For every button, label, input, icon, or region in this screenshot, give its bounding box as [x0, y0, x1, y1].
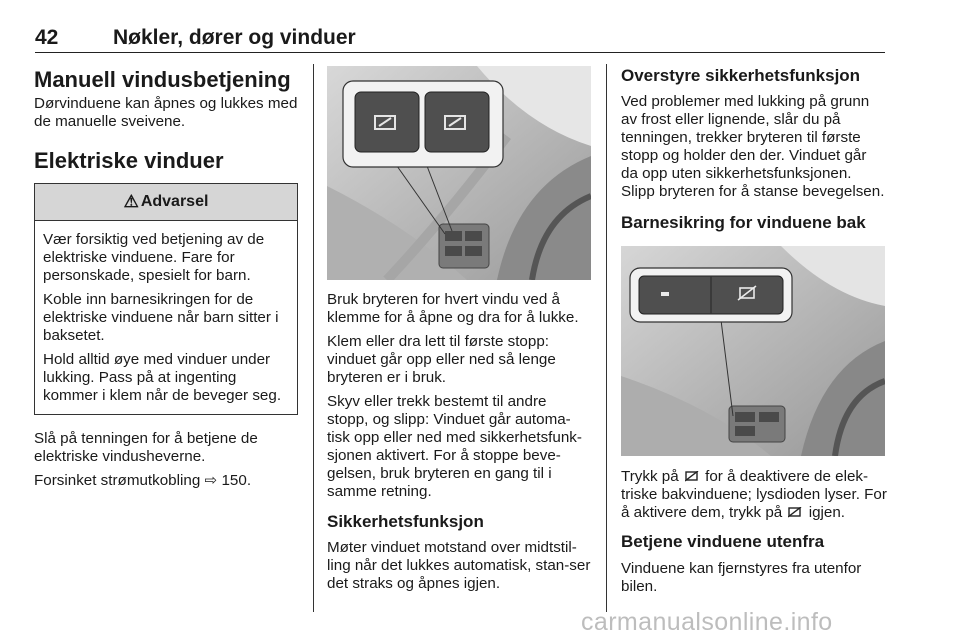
- paragraph-firm-press: Skyv eller trekk bestemt til andre stopp, og slipp: Vinduet går automa-tisk opp eller ned med sikkerhetsfunk-sjonen aktivert. For å stoppe beve-gelsen, bruk bryteren en gang til i samme retning.: [327, 393, 582, 500]
- text-fragment: igjen.: [808, 504, 846, 521]
- text-fragment: Trykk på: [621, 468, 679, 485]
- warning-box: [34, 183, 298, 415]
- heading-manual-windows: Manuell vindusbetjening: [34, 67, 291, 92]
- paragraph-switch: Bruk bryteren for hvert vindu ved å klemme for å åpne og dra for å lukke.: [327, 291, 579, 326]
- heading-override: Overstyre sikkerhetsfunksjon: [621, 66, 861, 85]
- page-ref-arrow-icon: ⇨: [204, 472, 218, 489]
- heading-remote: Betjene vinduene utenfra: [621, 532, 825, 551]
- page-header: [35, 26, 885, 53]
- text-fragment: for å deaktivere de elek-triske bakvinduene; lysdioden lyser.: [621, 468, 869, 503]
- paragraph-child-lock: [621, 468, 887, 522]
- column-divider: [606, 64, 607, 612]
- warning-body: [35, 221, 297, 414]
- warning-paragraph: Hold alltid øye med vinduer under lukking. Pass på at ingenting kommer i klem når de beveger seg.: [43, 351, 282, 404]
- page-number: 42: [35, 26, 59, 49]
- text-fragment: For å aktivere dem, trykk på: [621, 486, 887, 521]
- child-lock-figure: [621, 246, 885, 456]
- warning-paragraph: Koble inn barnesikringen for de elektriske vinduene når barn sitter i baksetet.: [43, 291, 279, 344]
- running-title: Nøkler, dører og vinduer: [113, 26, 356, 49]
- paragraph-safety: Møter vinduet motstand over midtstil-ling når det lukkes automatisk, stan-ser det straks og åpnes igjen.: [327, 539, 591, 592]
- warning-title: Advarsel: [140, 193, 209, 210]
- column-right: [621, 62, 887, 596]
- column-divider: [313, 64, 314, 612]
- child-lock-illustration: [621, 246, 885, 456]
- paragraph-delay: [34, 472, 298, 490]
- paragraph-light-press: Klem eller dra lett til første stopp: vinduet går opp eller ned så lenge bryteren er i bruk.: [327, 333, 556, 386]
- paragraph-manual: Dørvinduene kan åpnes og lukkes med de manuelle sveivene.: [34, 95, 298, 130]
- delay-text: Forsinket strømutkobling: [34, 472, 201, 489]
- warning-paragraph: Vær forsiktig ved betjening av de elektriske vinduene. Fare for personskade, spesielt for barn.: [43, 231, 265, 284]
- paragraph-override: Ved problemer med lukking på grunn av frost eller lignende, slår du på tenningen, trekker bryteren til første stopp og holder den der. Vinduet går da opp uten sikkerhetsfunksjonen. Slipp bryteren for å stanse bevegelsen.: [621, 93, 885, 200]
- watermark: carmanualsonline.info: [581, 608, 833, 636]
- window-lock-icon: [685, 471, 699, 482]
- column-middle: [327, 62, 591, 593]
- paragraph-ignition: Slå på tenningen for å betjene de elektriske vindusheverne.: [34, 430, 258, 465]
- heading-safety: Sikkerhetsfunksjon: [327, 512, 484, 531]
- heading-electric-windows: Elektriske vinduer: [34, 148, 224, 173]
- door-switch-illustration: [327, 66, 591, 280]
- paragraph-remote: Vinduene kan fjernstyres fra utenfor bilen.: [621, 560, 862, 595]
- warning-header: [35, 184, 297, 221]
- warning-icon: ⚠: [123, 192, 139, 211]
- door-switch-figure: [327, 66, 591, 280]
- column-left: [34, 62, 298, 490]
- window-lock-icon: [788, 507, 802, 518]
- heading-child-lock: Barnesikring for vinduene bak: [621, 213, 866, 232]
- delay-page-ref[interactable]: 150.: [221, 472, 252, 489]
